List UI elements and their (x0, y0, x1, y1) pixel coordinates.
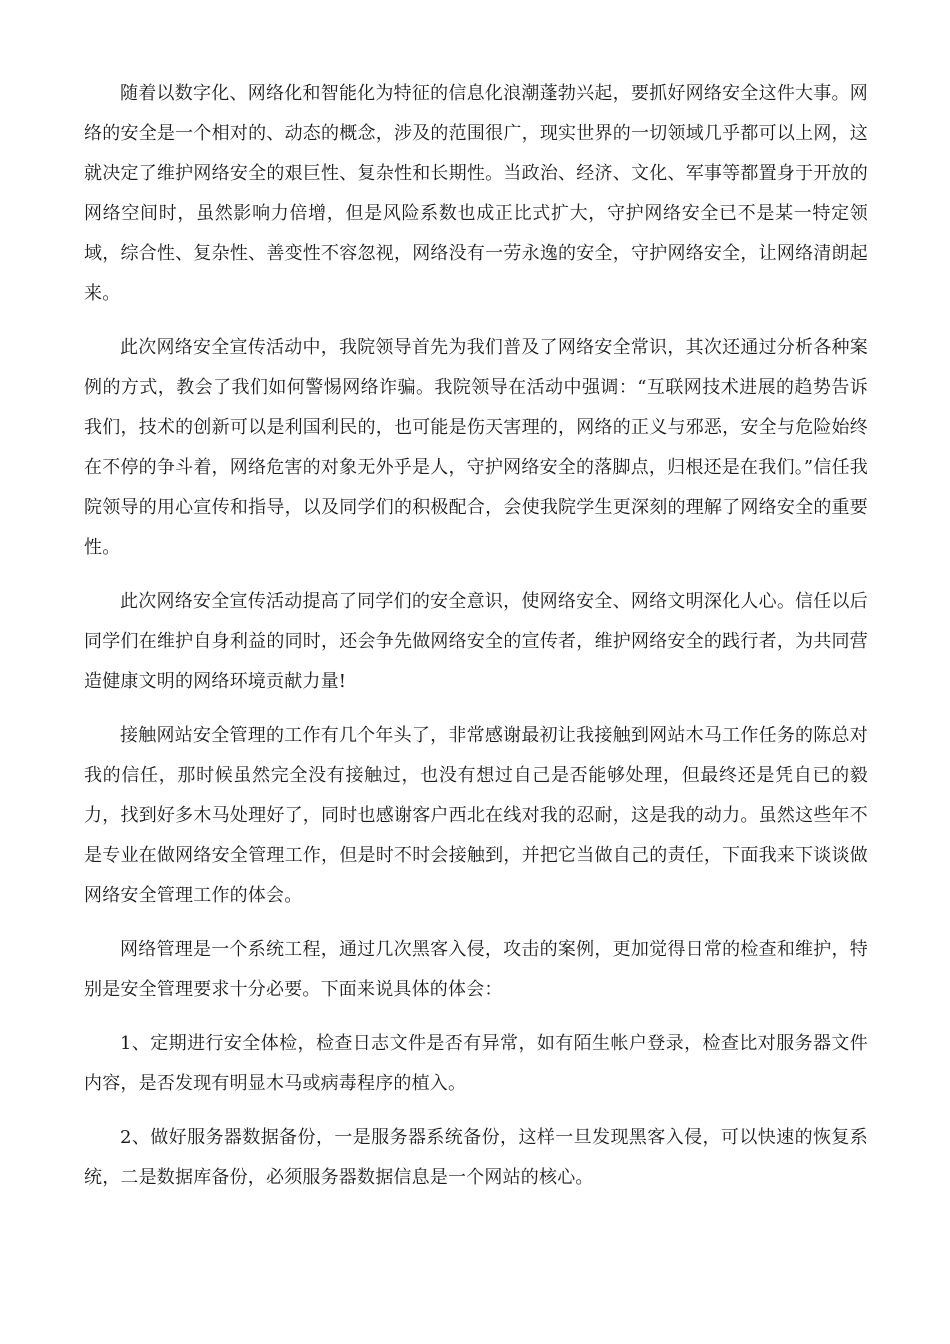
paragraph-intro: 随着以数字化、网络化和智能化为特征的信息化浪潮蓬勃兴起，要抓好网络安全这件大事。网络的安全是一个相对的、动态的概念，涉及的范围很广，现实世界的一切领域几乎都可以上网，这就决定了维护网络安全的艰巨性、复杂性和长期性。当政治、经济、文化、军事等都置身于开放的网络空间时，虽然影响力倍增，但是风险系数也成正比式扩大，守护网络安全已不是某一特定领域，综合性、复杂性、善变性不容忽视，网络没有一劳永逸的安全，守护网络安全，让网络清朗起来。 (84, 83, 868, 304)
list-item-2: 2、做好服务器数据备份，一是服务器系统备份，这样一旦发现黑客入侵，可以快速的恢复系统，二是数据库备份，必须服务器数据信息是一个网站的核心。 (84, 1127, 868, 1188)
paragraph-awareness: 此次网络安全宣传活动提高了同学们的安全意识，使网络安全、网络文明深化人心。信任以后同学们在维护自身利益的同时，还会争先做网络安全的宣传者，维护网络安全的践行者，为共同营造健康文明的网络环境贡献力量! (84, 591, 868, 692)
paragraph-management: 网络管理是一个系统工程，通过几次黑客入侵，攻击的案例，更加觉得日常的检查和维护，特别是安全管理要求十分必要。下面来说具体的体会： (84, 939, 868, 1000)
paragraph-campaign: 此次网络安全宣传活动中，我院领导首先为我们普及了网络安全常识，其次还通过分析各种案例的方式，教会了我们如何警惕网络诈骗。我院领导在活动中强调：“互联网技术进展的趋势告诉我们，技术的创新可以是利国利民的，也可能是伤天害理的，网络的正义与邪恶，安全与危险始终在不停的争斗着，网络危害的对象无外乎是人，守护网络安全的落脚点，归根还是在我们。”信任我院领导的用心宣传和指导，以及同学们的积极配合，会使我院学生更深刻的理解了网络安全的重要性。 (84, 337, 868, 558)
document-body (84, 74, 868, 1212)
list-item-1: 1、定期进行安全体检，检查日志文件是否有异常，如有陌生帐户登录，检查比对服务器文件内容，是否发现有明显木马或病毒程序的植入。 (84, 1033, 868, 1094)
paragraph-experience: 接触网站安全管理的工作有几个年头了，非常感谢最初让我接触到网站木马工作任务的陈总对我的信任，那时候虽然完全没有接触过，也没有想过自己是否能够处理，但最终还是凭自已的毅力，找到好多木马处理好了，同时也感谢客户西北在线对我的忍耐，这是我的动力。虽然这些年不是专业在做网络安全管理工作，但是时不时会接触到，并把它当做自己的责任，下面我来下谈谈做网络安全管理工作的体会。 (84, 725, 868, 906)
